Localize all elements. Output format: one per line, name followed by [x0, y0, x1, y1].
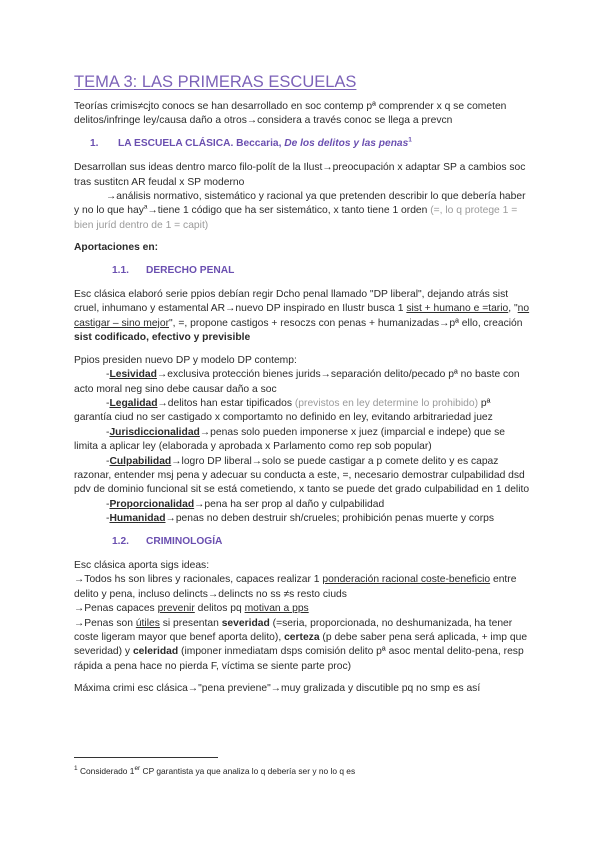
ppio-text: →delitos han estar tipificados — [157, 397, 295, 409]
paragraph-ilustracion: Desarrollan sus ideas dentro marco filo-polít de la Ilust→preocupación x adaptar SP a cambios soc tras sustitcn AR feudal x SP moderno — [74, 162, 526, 188]
analisis-sup: a — [143, 204, 148, 212]
maxima-paragraph: Máxima crimi esc clásica→"pena previene"→muy gralizada y discutible pq no smp es así — [74, 683, 481, 695]
subsection-number: 1.2. — [112, 535, 129, 547]
crim2-underline-2: motivan a pps — [244, 603, 309, 615]
ppio-text: →penas no deben destruir sh/crueles; prohibición penas muerte y corps — [165, 513, 495, 525]
paragraph-dp-liberal — [74, 288, 530, 346]
ppio-gray-note: (previstos en ley determine lo prohibido) — [294, 397, 479, 409]
intro-paragraph: Teorías crimis≠cjto conocs se han desarrollado en soc contemp pª comprender x q se cometen delitos/infringe ley/causa daño a otros→considera a través conoc se llega a prevcn — [74, 101, 507, 127]
crim2-text-b: delitos pq — [194, 603, 245, 615]
ppio-label: Humanidad — [109, 513, 166, 525]
crim2-underline-1: prevenir — [157, 603, 195, 615]
footnote-text-b: CP garantista ya que analiza lo q debería ser y no lo q es — [140, 766, 356, 776]
dp-text-c: ", =, propone castigos + resoczs con penas + humanizadas→pª ello, creación — [169, 317, 523, 329]
dp-bold: sist codificado, efectivo y previsible — [74, 332, 251, 344]
ppio-jurisdiccionalidad: -Jurisdiccionalidad→penas solo pueden imponerse x juez (imparcial e indepe) que se limita a aplicar ley (elaborada y aprobada x Parlamento como rep sob popular) — [74, 426, 505, 453]
document-page — [74, 72, 530, 697]
crim1-text-b: entre delito y pena, incluso delincts→delincts no ss ≠s resto ciuds — [74, 574, 517, 600]
dp-underline-1: sist + humano e =tario — [406, 303, 509, 315]
crim-idea-3 — [74, 617, 530, 675]
ppio-label: Proporcionalidad — [109, 498, 195, 510]
ppio-text: →pena ha ser prop al daño y culpabilidad — [194, 498, 385, 510]
ppio-label: Lesividad — [109, 369, 157, 381]
ppio-culpabilidad: -Culpabilidad→logro DP liberal→solo se puede castigar a p comete delito y es capaz razonar, entender msj pena y adecuar su conducta a este, =, necesario demostrar culpabilidad dsd pdv de dominio funcional sit se está cometiendo, x tanto se puede det grado culpabilidad en 1 delito — [74, 455, 530, 496]
section-title-book: De los delitos y las penas — [284, 137, 409, 149]
analisis-text: →análisis normativo, sistemático y racional ya que pretenden describir lo que debería haber y no lo que hay — [74, 191, 526, 217]
section-title: LA ESCUELA CLÁSICA. Beccaria, — [118, 137, 285, 149]
ppio-humanidad: -Humanidad→penas no deben destruir sh/crueles; prohibición penas muerte y corps — [106, 513, 495, 525]
page-title: TEMA 3: LAS PRIMERAS ESCUELAS — [74, 73, 357, 91]
crim3-bold-severidad: severidad — [221, 617, 270, 629]
crim-idea-1 — [74, 573, 530, 602]
ppio-text: →penas solo pueden imponerse x juez (imparcial e indepe) que se limita a aplicar ley (elaborada y aprobada x Parlamento como rep sob popular) — [74, 426, 505, 453]
ppio-label: Culpabilidad — [109, 455, 172, 467]
crim3-text-c: (=seria, proporcionada, no deshumanizada, ha tener coste ligeram mayor que benef aporta delito), — [74, 617, 513, 643]
footnote — [74, 764, 355, 778]
footnote-divider — [74, 757, 218, 758]
ppio-proporcionalidad: -Proporcionalidad→pena ha ser prop al daño y culpabilidad — [106, 498, 385, 510]
ppio-legalidad: -Legalidad→delitos han estar tipificados (previstos en ley determine lo prohibido) pª garantía ciud no ser castigado x comportamto no definido en ley, evitando arbitrariedad juez — [74, 397, 493, 424]
crim3-text-e: (imponer inmediatam dsps comisión delito pª asoc mental delito-pena, resp rápida a pena hace no pierda F, víctima se siente parte proc) — [74, 646, 524, 672]
crim3-underline: útiles — [135, 617, 160, 629]
crim3-text-b: si presentan — [159, 617, 222, 629]
crim3-text-a: →Penas son — [74, 617, 136, 629]
crim3-bold-certeza: certeza — [284, 632, 320, 643]
footnote-ref[interactable]: 1 — [408, 136, 412, 144]
crim-idea-2 — [74, 602, 530, 616]
aportaciones-label: Aportaciones en: — [74, 242, 159, 254]
crim1-underline: ponderación racional coste-beneficio — [322, 574, 491, 586]
footnote-sup: er — [134, 765, 141, 773]
section-number: 1. — [90, 137, 99, 149]
ppio-text-2: pª garantía ciud no ser castigado x comportamto no definido en ley, evitando arbitrariedad juez — [74, 397, 493, 424]
ppio-lesividad: -Lesividad→exclusiva protección bienes jurids→separación delito/pecado pª no baste con acto moral neg sino debe causar daño a soc — [74, 369, 520, 395]
orden-note: (=, lo q protege 1 = bien juríd dentro de 1 = capit) — [74, 205, 518, 231]
dp-text-a: Esc clásica elaboró serie ppios debían regir Dcho penal llamado "DP liberal", dejando atrás sist cruel, inhumano y estamental AR→nuevo DP inspirado en Ilustr busca 1 — [74, 289, 509, 315]
paragraph-analisis — [74, 190, 530, 233]
footnote-text-a: Considerado 1 — [77, 766, 135, 776]
subsection-title: DERECHO PENAL — [146, 264, 235, 276]
section-heading-escuela-clasica — [90, 137, 530, 151]
ppio-label: Jurisdiccionalidad — [109, 426, 200, 438]
crim-intro: Esc clásica aporta sigs ideas: — [74, 559, 210, 571]
codigo-text: →tiene 1 código que ha ser sistemático, x tanto tiene 1 orden — [147, 205, 431, 217]
subsection-heading-criminologia — [112, 535, 530, 549]
dp-underline-2: no castigar – sino mejor — [74, 303, 530, 329]
footnote-number: 1 — [74, 765, 78, 773]
crim3-bold-celeridad: celeridad — [132, 646, 179, 658]
ppio-text: →logro DP liberal→solo se puede castigar a p comete delito y es capaz razonar, entender msj pena y adecuar su conducta a este, =, necesario demostrar culpabilidad dsd pdv de dominio funcional sit se está cometiendo, x tanto se puede det grado culpabilidad en 1 delito — [74, 455, 530, 496]
subsection-title: CRIMINOLOGÍA — [146, 535, 223, 547]
crim2-text-a: →Penas capaces — [74, 603, 158, 615]
dp-text-b: , " — [508, 303, 518, 315]
crim3-text-d: (p debe saber pena será aplicada, + imp que severidad) y — [74, 632, 528, 658]
ppio-label: Legalidad — [109, 397, 158, 409]
subsection-heading-derecho-penal — [112, 264, 530, 278]
crim1-text-a: →Todos hs son libres y racionales, capaces realizar 1 — [74, 574, 323, 586]
ppio-text: →exclusiva protección bienes jurids→separación delito/pecado pª no baste con acto moral neg sino debe causar daño a soc — [74, 369, 520, 395]
ppios-intro: Ppios presiden nuevo DP y modelo DP contemp: — [74, 354, 297, 366]
aportaciones-heading — [74, 241, 530, 255]
subsection-number: 1.1. — [112, 264, 129, 276]
